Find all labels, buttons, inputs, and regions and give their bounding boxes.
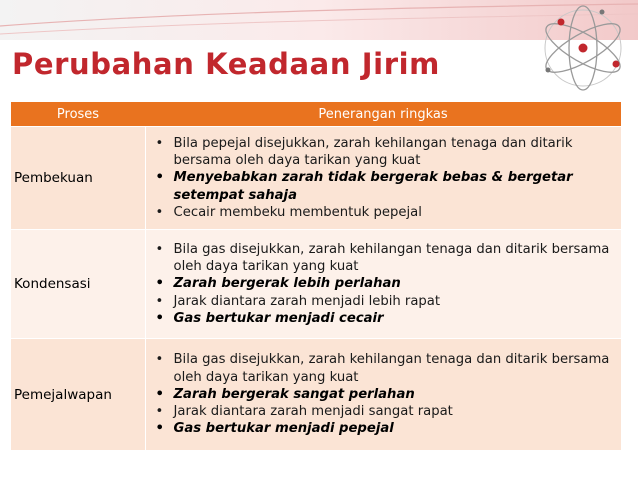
- process-name: Pembekuan: [11, 127, 145, 230]
- table-row: [11, 127, 621, 230]
- bullet-item: • Jarak diantara zarah menjadi sangat rapat: [155, 403, 622, 420]
- bullet-list: [146, 241, 622, 327]
- bullet-item: • Cecair membeku membentuk pepejal: [155, 204, 622, 221]
- table-row: [11, 230, 621, 339]
- bullet-item: • Zarah bergerak lebih perlahan: [155, 275, 622, 292]
- atom-icon: [528, 0, 638, 100]
- bullet-item: • Bila gas disejukkan, zarah kehilangan tenaga dan ditarik bersama oleh daya tarikan yang kuat: [155, 351, 622, 385]
- process-name: Pemejalwapan: [11, 339, 145, 451]
- table-row: [11, 339, 621, 451]
- process-description: [145, 127, 621, 230]
- table-header-row: [11, 102, 621, 127]
- bullet-list: [146, 135, 622, 221]
- process-table: [11, 102, 621, 450]
- bullet-item: • Jarak diantara zarah menjadi lebih rapat: [155, 293, 622, 310]
- process-description: [145, 230, 621, 339]
- bullet-item: • Bila gas disejukkan, zarah kehilangan tenaga dan ditarik bersama oleh daya tarikan yang kuat: [155, 241, 622, 275]
- bullet-item: • Zarah bergerak sangat perlahan: [155, 386, 622, 403]
- page-title: Perubahan Keadaan Jirim: [12, 47, 440, 81]
- bullet-item: • Bila pepejal disejukkan, zarah kehilangan tenaga dan ditarik bersama oleh daya tarikan yang kuat: [155, 135, 622, 169]
- process-description: [145, 339, 621, 451]
- bullet-item: • Gas bertukar menjadi cecair: [155, 310, 622, 327]
- process-name: Kondensasi: [11, 230, 145, 339]
- bullet-item: • Menyebabkan zarah tidak bergerak bebas & bergetar setempat sahaja: [155, 169, 622, 203]
- bullet-list: [146, 351, 622, 437]
- header-process: Proses: [11, 102, 145, 127]
- header-description: Penerangan ringkas: [145, 102, 621, 127]
- bullet-item: • Gas bertukar menjadi pepejal: [155, 420, 622, 437]
